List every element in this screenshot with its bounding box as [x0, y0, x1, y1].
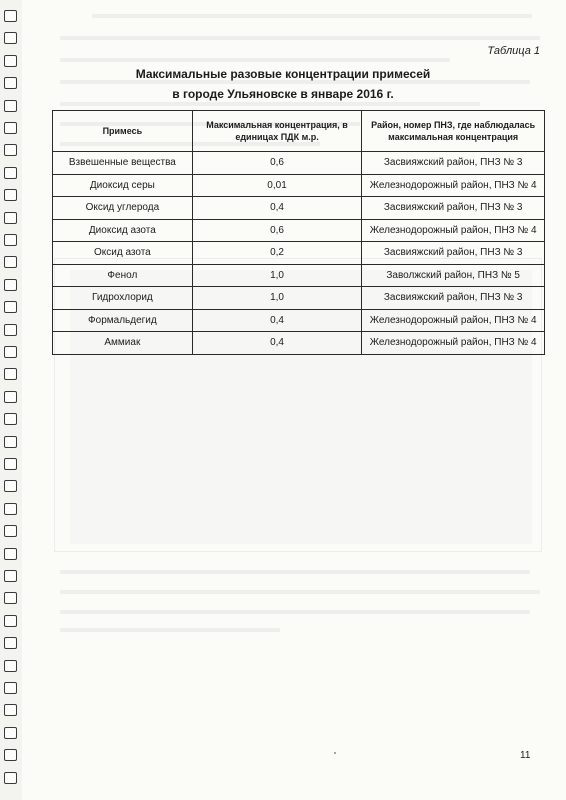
bleed-through-line: [60, 102, 480, 106]
binding-ring: [4, 727, 17, 739]
cell-district: Железнодорожный район, ПНЗ № 4: [362, 174, 545, 197]
cell-concentration: 0,01: [192, 174, 362, 197]
bleed-through-line: [60, 36, 540, 40]
table-row: [53, 219, 545, 242]
binding-ring: [4, 615, 17, 627]
spiral-binding: [0, 0, 22, 800]
cell-district: Засвияжский район, ПНЗ № 3: [362, 152, 545, 175]
binding-ring: [4, 772, 17, 784]
cell-pollutant: Фенол: [53, 264, 193, 287]
cell-district: Засвияжский район, ПНЗ № 3: [362, 242, 545, 265]
cell-district: Засвияжский район, ПНЗ № 3: [362, 287, 545, 310]
binding-ring: [4, 279, 17, 291]
binding-ring: [4, 413, 17, 425]
binding-ring: [4, 32, 17, 44]
binding-ring: [4, 682, 17, 694]
table-label: Таблица 1: [487, 45, 540, 57]
page-number: 11: [520, 750, 531, 761]
table-row: [53, 332, 545, 355]
bleed-through-line: [60, 628, 280, 632]
cell-district: Засвияжский район, ПНЗ № 3: [362, 197, 545, 220]
binding-ring: [4, 503, 17, 515]
cell-concentration: 0,4: [192, 309, 362, 332]
binding-ring: [4, 167, 17, 179]
bleed-through-line: [60, 570, 530, 574]
binding-ring: [4, 458, 17, 470]
bleed-through-line: [60, 610, 530, 614]
binding-ring: [4, 301, 17, 313]
column-header-pollutant: Примесь: [53, 111, 193, 152]
table-row: [53, 309, 545, 332]
document-title-line-2: в городе Ульяновске в январе 2016 г.: [172, 87, 394, 101]
cell-concentration: 1,0: [192, 264, 362, 287]
binding-ring: [4, 660, 17, 672]
cell-district: Заволжский район, ПНЗ № 5: [362, 264, 545, 287]
table-header-row: [53, 111, 545, 152]
cell-district: Железнодорожный район, ПНЗ № 4: [362, 332, 545, 355]
document-title-line-1: Максимальные разовые концентрации примесей: [135, 67, 431, 81]
cell-district: Железнодорожный район, ПНЗ № 4: [362, 309, 545, 332]
binding-ring: [4, 391, 17, 403]
binding-ring: [4, 324, 17, 336]
binding-ring: [4, 749, 17, 761]
table-row: [53, 197, 545, 220]
binding-ring: [4, 100, 17, 112]
table-row: [53, 264, 545, 287]
table-row: [53, 287, 545, 310]
binding-ring: [4, 480, 17, 492]
column-header-district: Район, номер ПНЗ, где наблюдалась максимальная концентрация: [362, 111, 545, 152]
cell-concentration: 0,6: [192, 219, 362, 242]
bleed-through-line: [60, 590, 540, 594]
cell-pollutant: Диоксид серы: [53, 174, 193, 197]
cell-pollutant: Оксид углерода: [53, 197, 193, 220]
cell-pollutant: Оксид азота: [53, 242, 193, 265]
binding-ring: [4, 704, 17, 716]
scan-speck: [334, 752, 336, 754]
binding-ring: [4, 122, 17, 134]
binding-ring: [4, 212, 17, 224]
binding-ring: [4, 189, 17, 201]
cell-pollutant: Диоксид азота: [53, 219, 193, 242]
column-header-max-concentration: Максимальная концентрация, в единицах ПДК м.р.: [192, 111, 362, 152]
cell-concentration: 0,2: [192, 242, 362, 265]
table-row: [53, 152, 545, 175]
binding-ring: [4, 234, 17, 246]
binding-ring: [4, 570, 17, 582]
binding-ring: [4, 144, 17, 156]
cell-pollutant: Формальдегид: [53, 309, 193, 332]
cell-concentration: 1,0: [192, 287, 362, 310]
binding-ring: [4, 368, 17, 380]
cell-district: Железнодорожный район, ПНЗ № 4: [362, 219, 545, 242]
table-row: [53, 174, 545, 197]
binding-ring: [4, 55, 17, 67]
binding-ring: [4, 525, 17, 537]
binding-ring: [4, 592, 17, 604]
binding-ring: [4, 637, 17, 649]
cell-concentration: 0,4: [192, 197, 362, 220]
bleed-through-line: [60, 58, 450, 62]
binding-ring: [4, 256, 17, 268]
binding-ring: [4, 548, 17, 560]
cell-pollutant: Аммиак: [53, 332, 193, 355]
cell-concentration: 0,6: [192, 152, 362, 175]
binding-ring: [4, 346, 17, 358]
concentration-table: [52, 110, 545, 355]
cell-concentration: 0,4: [192, 332, 362, 355]
cell-pollutant: Взвешенные вещества: [53, 152, 193, 175]
binding-ring: [4, 436, 17, 448]
bleed-through-line: [92, 14, 532, 18]
cell-pollutant: Гидрохлорид: [53, 287, 193, 310]
binding-ring: [4, 10, 17, 22]
table-row: [53, 242, 545, 265]
